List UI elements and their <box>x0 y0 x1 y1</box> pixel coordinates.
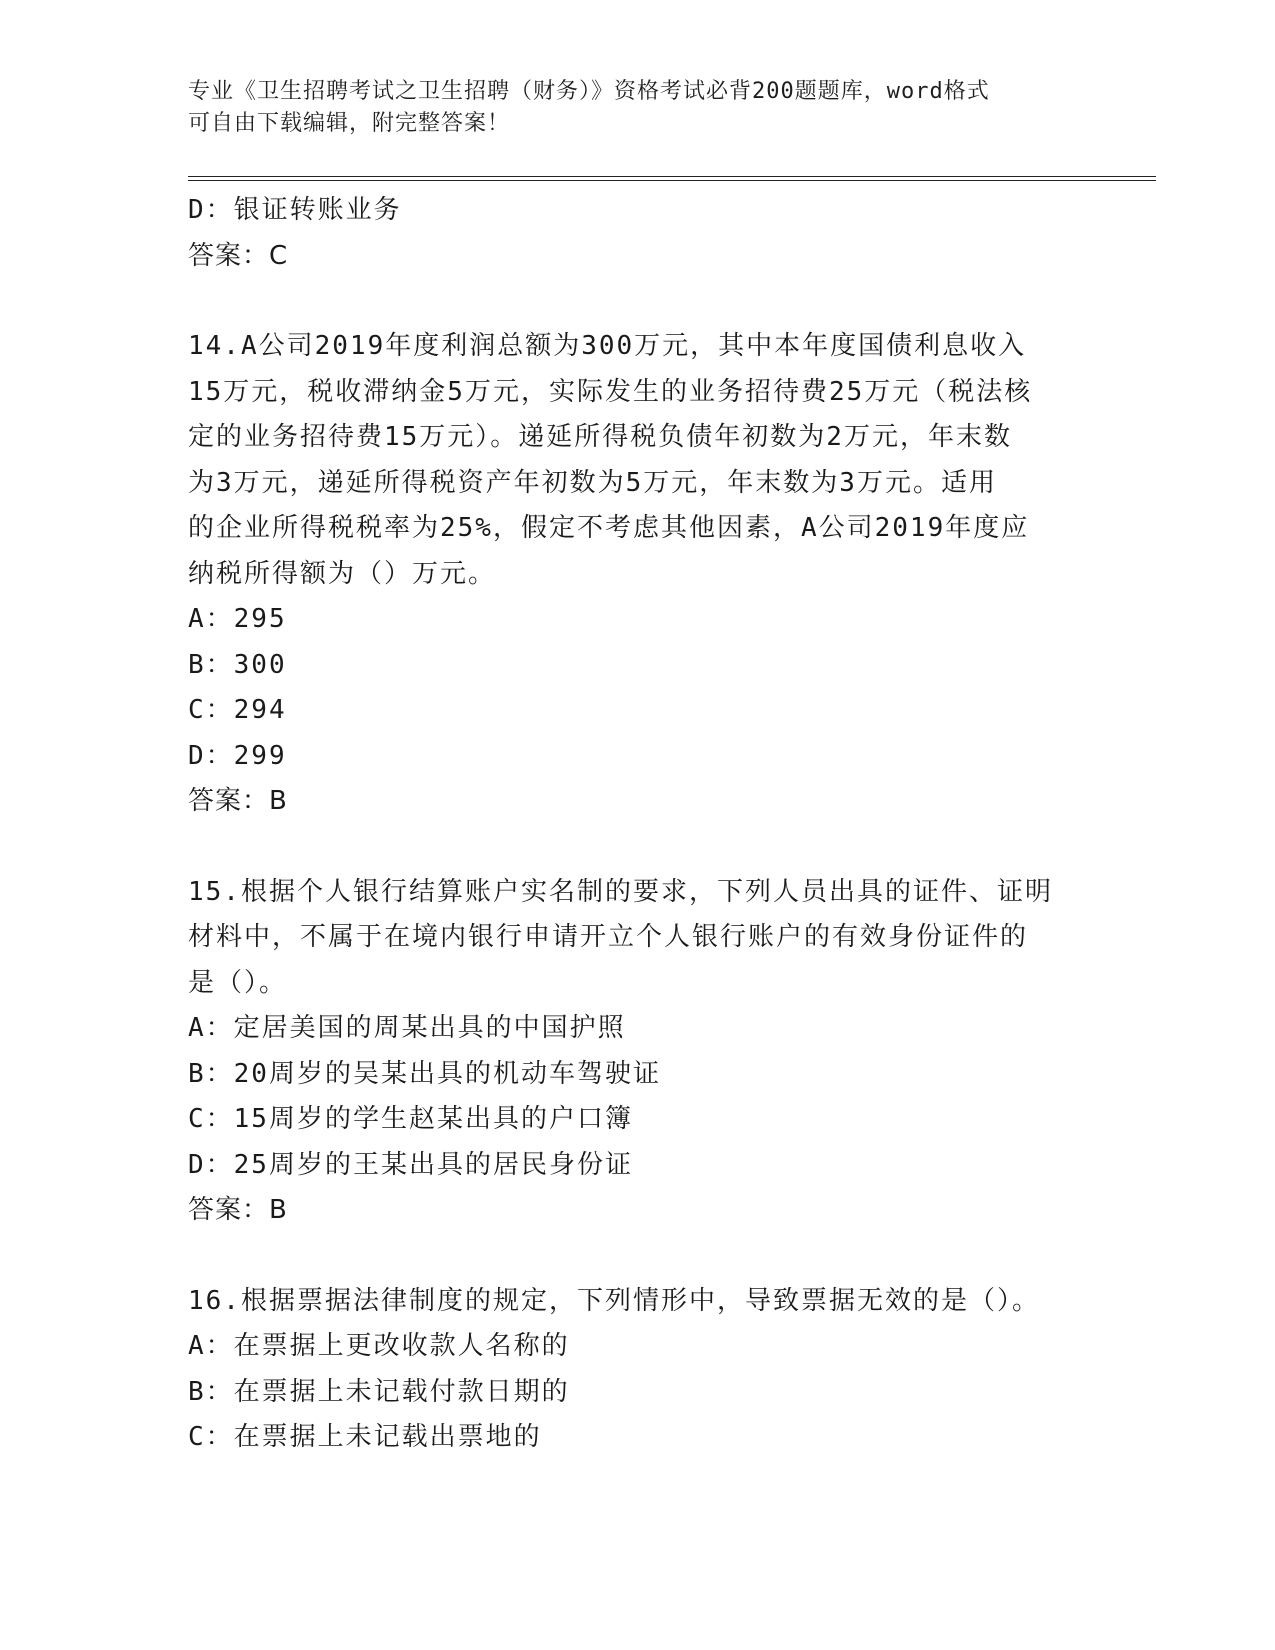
answer-line: 答案：B <box>188 1195 288 1225</box>
option-d: D：银证转账业务 <box>188 195 402 225</box>
stem-line: 15万元，税收滞纳金5万元，实际发生的业务招待费25万元（税法核 <box>188 376 1033 407</box>
stem-line: 纳税所得额为（）万元。 <box>188 558 497 589</box>
prev-question-tail <box>188 188 1088 279</box>
header-line-2: 可自由下载编辑，附完整答案！ <box>188 111 511 136</box>
stem-line: 的企业所得税税率为25%，假定不考虑其他因素，A公司2019年度应 <box>188 513 1030 543</box>
stem-line: 是（）。 <box>188 967 288 998</box>
stem-line: 16.根据票据法律制度的规定，下列情形中，导致票据无效的是（）。 <box>188 1285 1040 1316</box>
option-c: C：15周岁的学生赵某出具的户口簿 <box>188 1104 633 1134</box>
question-16 <box>188 1279 1088 1461</box>
stem-line: 为3万元，递延所得税资产年初数为5万元，年末数为3万元。适用 <box>188 467 997 498</box>
answer-line: 答案：B <box>188 786 288 816</box>
page-header <box>188 76 1088 140</box>
document-body <box>188 188 1088 1461</box>
question-14 <box>188 324 1088 825</box>
option-b: B：在票据上未记载付款日期的 <box>188 1376 570 1407</box>
stem-line: 材料中，不属于在境内银行申请开立个人银行账户的有效身份证件的 <box>188 922 1029 952</box>
question-stem <box>188 1279 1088 1325</box>
option-c: C：在票据上未记载出票地的 <box>188 1422 542 1452</box>
option-d: D：25周岁的王某出具的居民身份证 <box>188 1149 633 1180</box>
answer-line: 答案：C <box>188 240 289 271</box>
header-line-1: 专业《卫生招聘考试之卫生招聘（财务）》资格考试必背200题题库，word格式 <box>188 79 990 104</box>
option-b: B：300 <box>188 649 287 680</box>
option-c: C：294 <box>188 695 287 725</box>
question-stem <box>188 870 1088 1007</box>
stem-line: 15.根据个人银行结算账户实名制的要求，下列人员出具的证件、证明 <box>188 876 1053 907</box>
stem-line: 定的业务招待费15万元）。递延所得税负债年初数为2万元，年末数 <box>188 422 1012 452</box>
question-stem <box>188 324 1088 597</box>
option-a: A：定居美国的周某出具的中国护照 <box>188 1013 626 1043</box>
option-a: A：在票据上更改收款人名称的 <box>188 1331 570 1361</box>
option-b: B：20周岁的吴某出具的机动车驾驶证 <box>188 1058 661 1089</box>
option-a: A：295 <box>188 604 287 634</box>
header-divider <box>188 176 1156 181</box>
stem-line: 14.A公司2019年度利润总额为300万元，其中本年度国债利息收入 <box>188 331 1027 361</box>
question-15 <box>188 870 1088 1234</box>
option-d: D：299 <box>188 740 287 771</box>
